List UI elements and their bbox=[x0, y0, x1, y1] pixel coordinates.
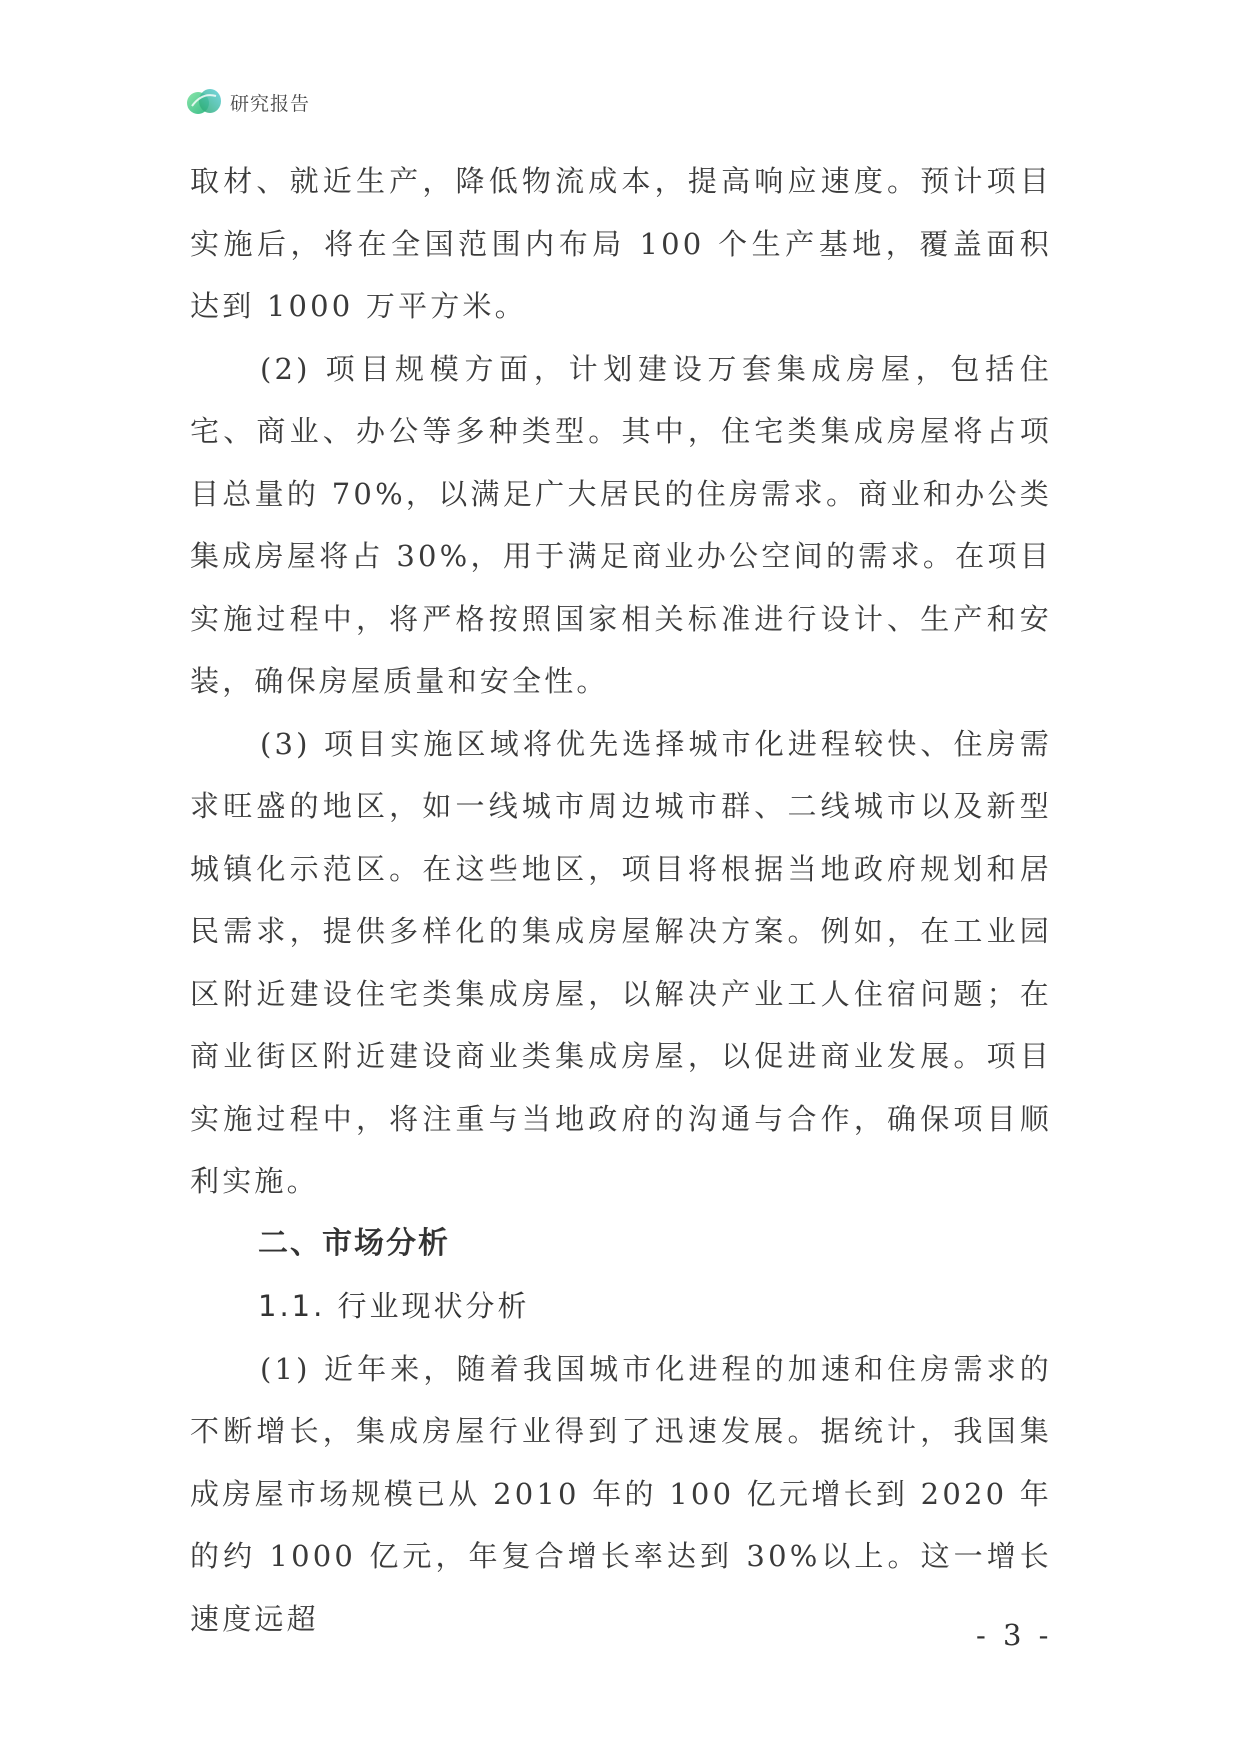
paragraph-continuation: 取材、就近生产，降低物流成本，提高响应速度。预计项目实施后，将在全国范围内布局 100 个生产基地，覆盖面积达到 1000 万平方米。 bbox=[190, 164, 1052, 323]
page-number: - 3 - bbox=[976, 1618, 1053, 1652]
paragraph-project-region: (3) 项目实施区域将优先选择城市化进程较快、住房需求旺盛的地区，如一线城市周边城市群、二线城市以及新型城镇化示范区。在这些地区，项目将根据当地政府规划和居民需求，提供多样化的集成房屋解决方案。例如，在工业园区附近建设住宅类集成房屋，以解决产业工人住宿问题；在商业街区附近建设商业类集成房屋，以促进商业发展。项目实施过程中，将注重与当地政府的沟通与合作，确保项目顺利实施。 bbox=[190, 726, 1052, 1198]
green-leaf-logo-icon bbox=[186, 86, 222, 118]
subsection-heading: 1.1. 行业现状分析 bbox=[258, 1289, 530, 1323]
section-heading: 二、市场分析 bbox=[258, 1225, 450, 1261]
paragraph-industry-status: (1) 近年来，随着我国城市化进程的加速和住房需求的不断增长，集成房屋行业得到了迅速发展。据统计，我国集成房屋市场规模已从 2010 年的 100 亿元增长到 2020 年的约 1000 亿元，年复合增长率达到 30%以上。这一增长速度远超 bbox=[190, 1351, 1052, 1636]
header-title: 研究报告 bbox=[230, 92, 311, 115]
paragraph-project-scale: (2) 项目规模方面，计划建设万套集成房屋，包括住宅、商业、办公等多种类型。其中，住宅类集成房屋将占项目总量的 70%，以满足广大居民的住房需求。商业和办公类集成房屋将占 30%，用于满足商业办公空间的需求。在项目实施过程中，将严格按照国家相关标准进行设计、生产和安装，确保房屋质量和安全性。 bbox=[190, 351, 1052, 698]
document-body bbox=[190, 150, 1052, 1650]
document-header bbox=[186, 86, 310, 118]
